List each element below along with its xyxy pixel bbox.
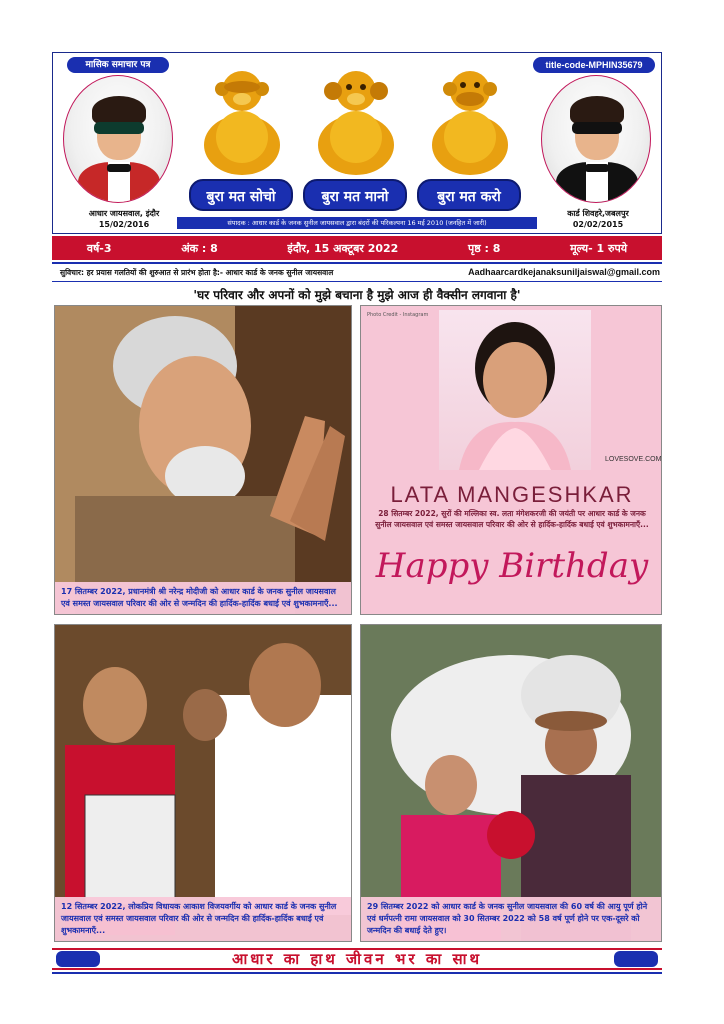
masthead xyxy=(52,52,662,234)
year-label: वर्ष-3 xyxy=(86,241,112,255)
slogan-mind-no-evil: बुरा मत मानो xyxy=(303,179,407,211)
divider xyxy=(52,262,662,264)
handshake-icon xyxy=(56,951,100,967)
sunglasses-icon xyxy=(572,122,622,134)
photo-caption: 29 सितम्बर 2022 को आधार कार्ड के जनक सुनील जायसवाल की 60 वर्ष की आयु पूर्ण होने एवं धर्मपत्नी रामा जायसवाल को 30 सितम्बर 2022 को 58 वर्ष पूर्ण होने पर एक-दूसरे को जन्मदिन की बधाई देते हुए। xyxy=(361,897,661,941)
pages-label: पृष्ठ : 8 xyxy=(467,241,501,255)
left-child-portrait xyxy=(63,75,173,203)
lata-mangeshkar-photo xyxy=(439,310,591,470)
right-portrait-date: 02/02/2015 xyxy=(572,220,624,229)
monthly-label: मासिक समाचार पत्र xyxy=(67,57,169,73)
group-photo xyxy=(55,625,352,942)
issue-info-bar xyxy=(52,236,662,260)
speak-no-evil-monkey-icon xyxy=(427,65,513,177)
editor-line: संपादक : आधार कार्ड के जनक सुनील जायसवाल द्वारा बंदरों की परिकल्पना 16 मई 2010 (जनहित में जारी) xyxy=(177,217,537,229)
photo-panel-couple-birthday xyxy=(360,624,662,942)
date-label: इंदौर, 15 अक्टूबर 2022 xyxy=(287,241,399,255)
photo-caption: 17 सितम्बर 2022, प्रधानमंत्री श्री नरेन्द्र मोदीजी को आधार कार्ड के जनक सुनील जायसवाल एवं समस्त जायसवाल परिवार की ओर से जन्मदिन की हार्दिक-हार्दिक बधाई एवं शुभकामनाएँ... xyxy=(55,582,351,614)
slogan-think-no-evil: बुरा मत सोचो xyxy=(189,179,293,211)
footer-slogan: आधार का हाथ जीवन भर का साथ xyxy=(231,950,483,968)
sunglasses-icon xyxy=(94,122,144,134)
lata-name-title: LATA MANGESHKAR xyxy=(390,482,634,507)
divider xyxy=(52,972,662,974)
title-code: title-code-MPHIN35679 xyxy=(533,57,655,73)
bow-tie-icon xyxy=(107,164,131,172)
namaste-photo xyxy=(55,306,352,615)
divider xyxy=(52,281,662,282)
brand-watermark: LOVESOVE.COM xyxy=(605,456,662,463)
photo-panel-pm-greeting xyxy=(54,305,352,615)
vaccine-slogan: 'घर परिवार और अपनों को मुझे बचाना है मुझे आज ही वैक्सीन लगवाना है' xyxy=(193,288,521,302)
bow-tie-icon xyxy=(585,164,609,172)
lata-birthday-panel xyxy=(360,305,662,615)
left-portrait-name: आधार जायसवाल, इंदौर xyxy=(88,209,160,218)
issue-label: अंक : 8 xyxy=(181,241,218,255)
price-label: मूल्य- 1 रुपये xyxy=(570,241,628,255)
handshake-icon xyxy=(614,951,658,967)
right-child-portrait xyxy=(541,75,651,203)
happy-birthday-text: Happy Birthday xyxy=(375,546,649,586)
slogan-do-no-evil: बुरा मत करो xyxy=(417,179,521,211)
contact-email[interactable]: Aadhaarcardkejanaksuniljaiswal@gmail.com xyxy=(468,267,660,277)
right-portrait-name: कार्ड शिवहरे,जबलपुर xyxy=(567,209,629,218)
footer-slogan-strip xyxy=(52,948,662,970)
photo-caption: 12 सितम्बर 2022, लोकप्रिय विधायक आकाश विजयवर्गीय को आधार कार्ड के जनक सुनील जायसवाल एवं समस्त जायसवाल परिवार की ओर से जन्मदिन की हार्दिक-हार्दिक बधाई एवं शुभकामनाएँ... xyxy=(55,897,351,941)
lata-tribute-text: 28 सितम्बर 2022, सुरों की मल्लिका स्व. लता मंगेशकरजी की जयंती पर आधार कार्ड के जनक सुनील जायसवाल एवं समस्त जायसवाल परिवार की ओर से हार्दिक-हार्दिक बधाई एवं शुभकामनाएँ... xyxy=(375,509,649,529)
portrait-illustration xyxy=(439,310,591,470)
photo-panel-mla-greeting xyxy=(54,624,352,942)
photo-credit: Photo Credit - Instagram xyxy=(367,312,429,318)
see-no-evil-monkey-icon xyxy=(199,65,285,177)
hear-no-evil-monkey-icon xyxy=(313,65,399,177)
couple-photo xyxy=(361,625,662,942)
thought-of-the-day: सुविचार: हर प्रयास गलतियों की शुरुआत से प्रारंभ होता है:- आधार कार्ड के जनक सुनील जायसवाल xyxy=(60,268,334,277)
left-portrait-date: 15/02/2016 xyxy=(98,220,150,229)
